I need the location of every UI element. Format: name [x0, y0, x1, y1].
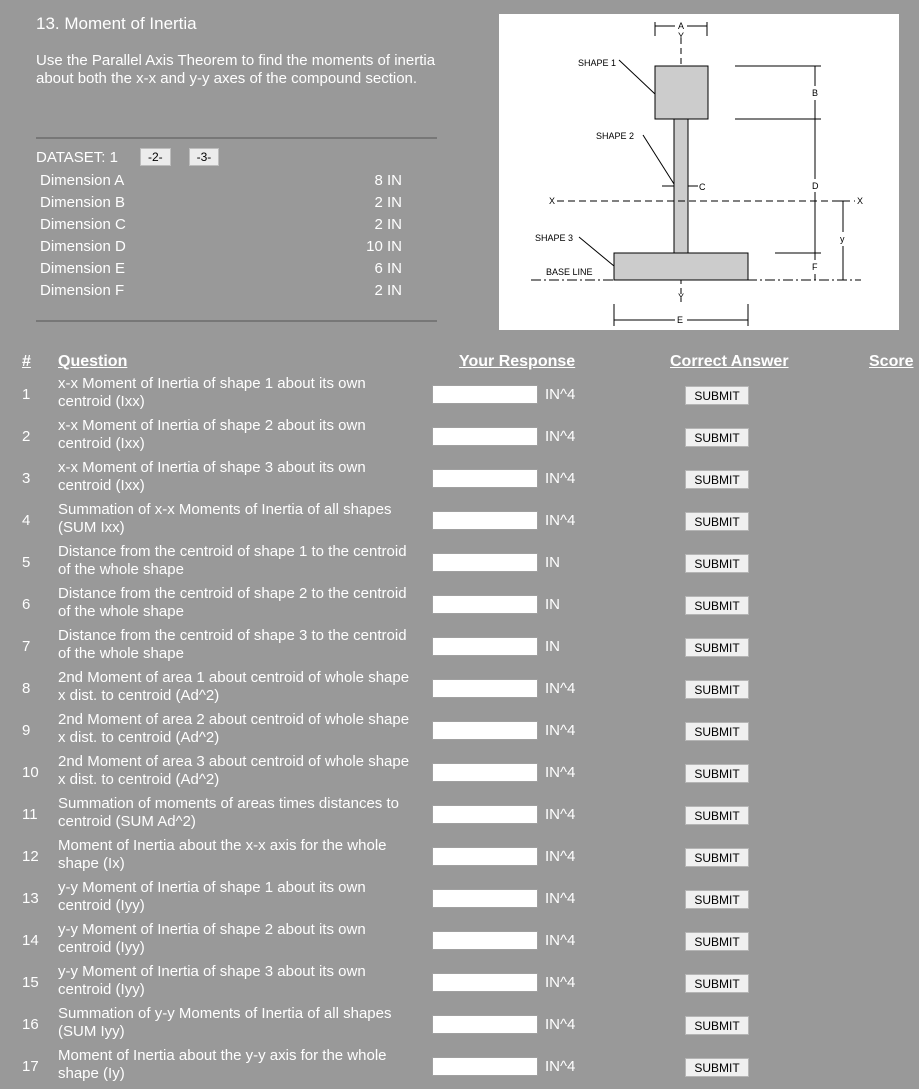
- response-unit: IN^4: [545, 764, 576, 781]
- question-number: 3: [22, 470, 31, 487]
- dimension-label: Dimension A: [40, 172, 125, 189]
- question-number: 2: [22, 428, 31, 445]
- dimension-row-b: [40, 192, 402, 214]
- question-text: Distance from the centroid of shape 1 to the centroid of the whole shape: [58, 543, 407, 578]
- dataset-3-button[interactable]: -3-: [189, 148, 220, 166]
- response-input[interactable]: [432, 889, 538, 908]
- response-unit: IN^4: [545, 428, 576, 445]
- submit-button[interactable]: SUBMIT: [685, 386, 749, 405]
- submit-button[interactable]: SUBMIT: [685, 512, 749, 531]
- question-text: Distance from the centroid of shape 3 to the centroid of the whole shape: [58, 627, 407, 662]
- response-unit: IN^4: [545, 890, 576, 907]
- question-text: x-x Moment of Inertia of shape 2 about its own centroid (Ixx): [58, 417, 366, 452]
- question-text: Distance from the centroid of shape 2 to the centroid of the whole shape: [58, 585, 407, 620]
- diagram-label-f: F: [812, 262, 818, 272]
- dimension-row-c: [40, 214, 402, 236]
- diagram-label-y-top: Y: [678, 31, 685, 41]
- question-number: 13: [22, 890, 39, 907]
- response-unit: IN^4: [545, 1016, 576, 1033]
- diagram-label-d: D: [812, 181, 819, 191]
- response-input[interactable]: [432, 973, 538, 992]
- question-number: 15: [22, 974, 39, 991]
- submit-button[interactable]: SUBMIT: [685, 1016, 749, 1035]
- question-row: [0, 1046, 919, 1088]
- response-input[interactable]: [432, 1057, 538, 1076]
- question-row: [0, 668, 919, 710]
- response-unit: IN: [545, 638, 560, 655]
- submit-button[interactable]: SUBMIT: [685, 638, 749, 657]
- response-input[interactable]: [432, 805, 538, 824]
- question-text: y-y Moment of Inertia of shape 1 about its own centroid (Iyy): [58, 879, 366, 914]
- question-row: [0, 584, 919, 626]
- column-header-question: Question: [58, 353, 128, 370]
- column-header-score: Score: [869, 353, 914, 370]
- question-text: x-x Moment of Inertia of shape 1 about its own centroid (Ixx): [58, 375, 366, 410]
- dimension-value: 10 IN: [366, 238, 402, 255]
- submit-button[interactable]: SUBMIT: [685, 974, 749, 993]
- question-row: [0, 416, 919, 458]
- response-input[interactable]: [432, 1015, 538, 1034]
- response-input[interactable]: [432, 553, 538, 572]
- response-unit: IN^4: [545, 386, 576, 403]
- diagram-label-e: E: [677, 315, 684, 325]
- diagram-label-shape2: SHAPE 2: [596, 131, 635, 141]
- response-unit: IN: [545, 596, 560, 613]
- dimension-value: 2 IN: [374, 216, 402, 233]
- divider: [36, 320, 437, 322]
- question-number: 8: [22, 680, 31, 697]
- dimension-value: 6 IN: [374, 260, 402, 277]
- diagram-label-ybar: y: [840, 234, 845, 244]
- response-unit: IN: [545, 554, 560, 571]
- question-text: 2nd Moment of area 2 about centroid of whole shape x dist. to centroid (Ad^2): [58, 711, 410, 746]
- question-row: [0, 710, 919, 752]
- response-unit: IN^4: [545, 848, 576, 865]
- response-unit: IN^4: [545, 470, 576, 487]
- question-row: [0, 458, 919, 500]
- question-number: 11: [22, 806, 38, 823]
- diagram-label-y-bottom: Y: [678, 292, 685, 302]
- submit-button[interactable]: SUBMIT: [685, 722, 749, 741]
- diagram-label-x-right: X: [857, 196, 864, 206]
- question-number: 1: [22, 386, 31, 403]
- dimension-label: Dimension D: [40, 238, 126, 255]
- question-text: Summation of y-y Moments of Inertia of all shapes (SUM Iyy): [58, 1005, 392, 1040]
- question-row: [0, 542, 919, 584]
- dataset-selector: [36, 147, 219, 167]
- diagram-label-c: C: [699, 182, 706, 192]
- response-input[interactable]: [432, 469, 538, 488]
- dimension-label: Dimension C: [40, 216, 126, 233]
- dimension-value: 2 IN: [374, 282, 402, 299]
- question-text: Summation of x-x Moments of Inertia of all shapes (SUM Ixx): [58, 501, 392, 536]
- response-input[interactable]: [432, 931, 538, 950]
- question-text: y-y Moment of Inertia of shape 2 about its own centroid (Iyy): [58, 921, 366, 956]
- submit-button[interactable]: SUBMIT: [685, 470, 749, 489]
- question-number: 9: [22, 722, 31, 739]
- question-number: 6: [22, 596, 31, 613]
- question-number: 10: [22, 764, 39, 781]
- question-number: 17: [22, 1058, 39, 1075]
- response-unit: IN^4: [545, 806, 576, 823]
- submit-button[interactable]: SUBMIT: [685, 428, 749, 447]
- response-input[interactable]: [432, 679, 538, 698]
- diagram-label-base-line: BASE LINE: [546, 267, 593, 277]
- dimension-value: 2 IN: [374, 194, 402, 211]
- question-number: 5: [22, 554, 31, 571]
- submit-button[interactable]: SUBMIT: [685, 848, 749, 867]
- diagram-label-a: A: [678, 21, 685, 31]
- question-number: 12: [22, 848, 39, 865]
- dimension-label: Dimension F: [40, 282, 125, 299]
- question-text: Moment of Inertia about the y-y axis for the whole shape (Iy): [58, 1047, 387, 1082]
- dataset-label: DATASET: 1: [36, 148, 118, 166]
- dimension-row-d: [40, 236, 402, 258]
- question-text: y-y Moment of Inertia of shape 3 about its own centroid (Iyy): [58, 963, 366, 998]
- dimension-value: 8 IN: [374, 172, 402, 189]
- question-row: [0, 752, 919, 794]
- question-number: 4: [22, 512, 31, 529]
- question-row: [0, 836, 919, 878]
- column-header-correct-answer: Correct Answer: [670, 353, 789, 370]
- submit-button[interactable]: SUBMIT: [685, 932, 749, 951]
- diagram-label-shape3: SHAPE 3: [535, 233, 574, 243]
- response-unit: IN^4: [545, 722, 576, 739]
- question-text: 2nd Moment of area 1 about centroid of whole shape x dist. to centroid (Ad^2): [58, 669, 410, 704]
- submit-button[interactable]: SUBMIT: [685, 596, 749, 615]
- response-input[interactable]: [432, 637, 538, 656]
- question-row: [0, 374, 919, 416]
- dimension-row-e: [40, 258, 402, 280]
- column-header-number: #: [22, 353, 31, 370]
- question-row: [0, 500, 919, 542]
- response-input[interactable]: [432, 763, 538, 782]
- response-input[interactable]: [432, 427, 538, 446]
- diagram-label-shape1: SHAPE 1: [578, 58, 617, 68]
- question-row: [0, 794, 919, 836]
- question-text: Summation of moments of areas times distances to centroid (SUM Ad^2): [58, 795, 399, 830]
- divider: [36, 137, 437, 139]
- question-text: x-x Moment of Inertia of shape 3 about its own centroid (Ixx): [58, 459, 366, 494]
- dimension-row-a: [40, 170, 402, 192]
- response-unit: IN^4: [545, 974, 576, 991]
- dataset-2-button[interactable]: -2-: [140, 148, 171, 166]
- response-input[interactable]: [432, 721, 538, 740]
- response-input[interactable]: [432, 847, 538, 866]
- submit-button[interactable]: SUBMIT: [685, 1058, 749, 1077]
- response-unit: IN^4: [545, 680, 576, 697]
- submit-button[interactable]: SUBMIT: [685, 890, 749, 909]
- instructions-text: Use the Parallel Axis Theorem to find the moments of inertia about both the x-x and y-y axes of the compound section.: [36, 52, 436, 87]
- question-row: [0, 878, 919, 920]
- question-text: Moment of Inertia about the x-x axis for the whole shape (Ix): [58, 837, 387, 872]
- compound-section-diagram: [499, 14, 899, 330]
- submit-button[interactable]: SUBMIT: [685, 554, 749, 573]
- submit-button[interactable]: SUBMIT: [685, 680, 749, 699]
- question-number: 14: [22, 932, 39, 949]
- submit-button[interactable]: SUBMIT: [685, 806, 749, 825]
- dimension-row-f: [40, 280, 402, 302]
- dimension-label: Dimension E: [40, 260, 126, 277]
- question-row: [0, 962, 919, 1004]
- question-number: 16: [22, 1016, 39, 1033]
- page-title: 13. Moment of Inertia: [36, 14, 197, 33]
- diagram-label-b: B: [812, 88, 819, 98]
- diagram-label-x-left: X: [549, 196, 556, 206]
- question-row: [0, 920, 919, 962]
- question-number: 7: [22, 638, 31, 655]
- response-unit: IN^4: [545, 1058, 576, 1075]
- submit-button[interactable]: SUBMIT: [685, 764, 749, 783]
- question-row: [0, 1004, 919, 1046]
- column-header-response: Your Response: [459, 353, 576, 370]
- response-unit: IN^4: [545, 512, 576, 529]
- response-unit: IN^4: [545, 932, 576, 949]
- response-input[interactable]: [432, 385, 538, 404]
- question-text: 2nd Moment of area 3 about centroid of whole shape x dist. to centroid (Ad^2): [58, 753, 410, 788]
- question-row: [0, 626, 919, 668]
- response-input[interactable]: [432, 595, 538, 614]
- response-input[interactable]: [432, 511, 538, 530]
- dimension-label: Dimension B: [40, 194, 126, 211]
